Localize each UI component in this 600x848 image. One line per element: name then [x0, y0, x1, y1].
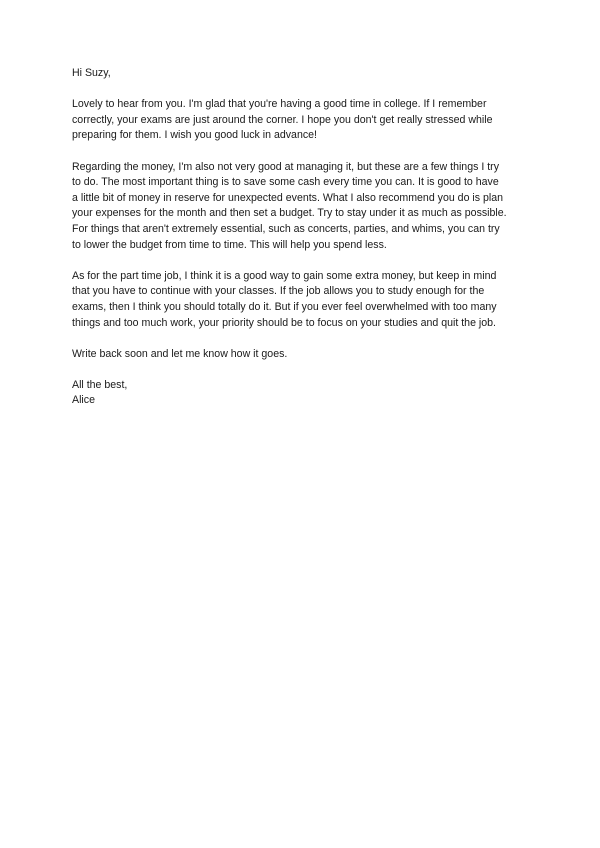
paragraph-line: preparing for them. I wish you good luck in advance!	[72, 129, 317, 142]
paragraph-line: that you have to continue with your classes. If the job allows you to study enough for the	[72, 285, 485, 298]
paragraph-line: correctly, your exams are just around the corner. I hope you don't get really stressed while	[72, 113, 493, 126]
letter-body	[72, 66, 534, 409]
paragraph-line: your expenses for the month and then set a budget. Try to stay under it as much as possible.	[72, 207, 507, 220]
paragraph-write-back	[72, 347, 534, 363]
paragraph-line: things and too much work, your priority should be to focus on your studies and quit the job.	[72, 316, 496, 329]
letter-greeting	[72, 66, 534, 82]
paragraph-line: to do. The most important thing is to save some cash every time you can. It is good to have	[72, 176, 499, 189]
closing-text: All the best,	[72, 378, 128, 391]
paragraph-line: Regarding the money, I'm also not very good at managing it, but these are a few things I try	[72, 160, 499, 173]
paragraph-line: exams, then I think you should totally do it. But if you ever feel overwhelmed with too many	[72, 300, 497, 313]
paragraph-line: For things that aren't extremely essential, such as concerts, parties, and whims, you can try	[72, 222, 500, 235]
greeting-text: Hi Suzy,	[72, 67, 111, 79]
letter-signoff	[72, 378, 534, 409]
signature-text: Alice	[72, 394, 95, 407]
paragraph-line: to lower the budget from time to time. This will help you spend less.	[72, 238, 387, 251]
paragraph-line: a little bit of money in reserve for unexpected events. What I also recommend you do is plan	[72, 191, 504, 204]
paragraph-line: Lovely to hear from you. I'm glad that you're having a good time in college. If I remember	[72, 98, 487, 111]
paragraph-line: Write back soon and let me know how it goes.	[72, 347, 288, 360]
paragraph-line: As for the part time job, I think it is a good way to gain some extra money, but keep in mind	[72, 269, 497, 282]
paragraph-intro	[72, 97, 534, 144]
paragraph-money	[72, 160, 534, 254]
paragraph-job	[72, 269, 534, 331]
